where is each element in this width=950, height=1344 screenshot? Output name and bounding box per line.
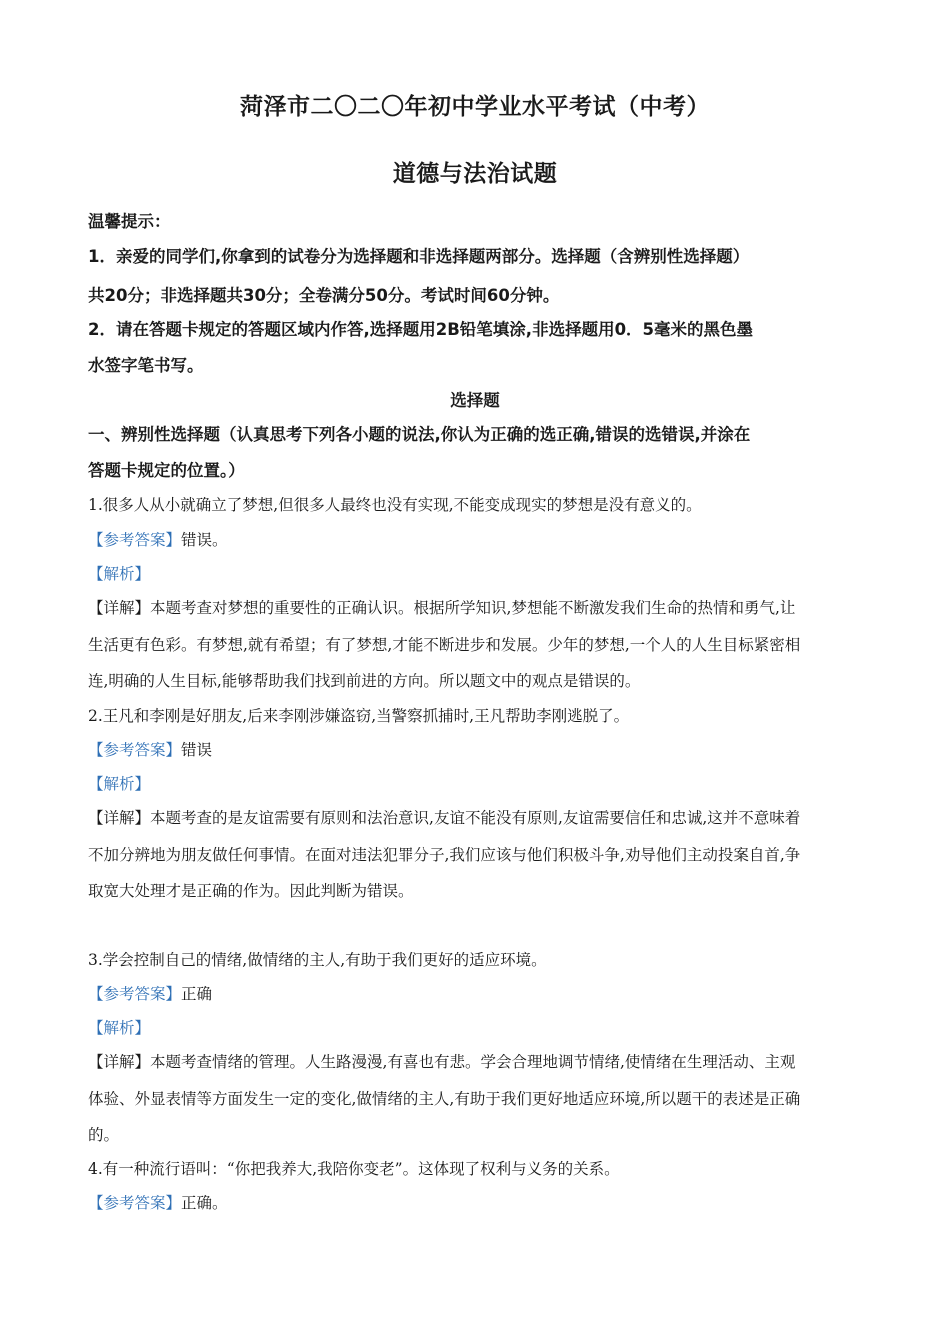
question-text: 4.有一种流行语叫：“你把我养大,我陪你变老”。这体现了权利与义务的关系。	[88, 1160, 620, 1178]
detail-line	[88, 806, 868, 828]
tip-line: 水签字笔书写。	[88, 356, 204, 375]
answer-value: 正确。	[181, 1194, 228, 1212]
detail-text: 本题考查对梦想的重要性的正确认识。根据所学知识,梦想能不断激发我们生命的热情和勇气,让	[150, 599, 796, 617]
answer-label: 【参考答案】	[88, 531, 182, 549]
detail-line: 的。	[88, 1126, 120, 1144]
page-subtitle: 道德与法治试题	[392, 161, 558, 187]
answer-label: 【参考答案】	[88, 1194, 182, 1212]
detail-line: 连,明确的人生目标,能够帮助我们找到前进的方向。所以题文中的观点是错误的。	[88, 672, 641, 690]
tip-line: 共20分；非选择题共30分；全卷满分50分。考试时间60分钟。	[88, 286, 560, 305]
answer-value: 正确	[181, 985, 213, 1003]
answer-row	[88, 738, 868, 760]
detail-line: 取宽大处理才是正确的作为。因此判断为错误。	[88, 882, 414, 900]
page-title: 菏泽市二〇二〇年初中学业水平考试（中考）	[240, 94, 710, 120]
question-text: 2.王凡和李刚是好朋友,后来李刚涉嫌盗窃,当警察抓捕时,王凡帮助李刚逃脱了。	[88, 707, 630, 725]
detail-line: 生活更有色彩。有梦想,就有希望；有了梦想,才能不断进步和发展。少年的梦想,一个人的人生目标紧密相	[88, 636, 801, 654]
detail-line	[88, 1050, 868, 1072]
analysis-label: 【解析】	[88, 1019, 151, 1037]
tips-heading: 温馨提示：	[88, 212, 171, 231]
detail-line: 体验、外显表情等方面发生一定的变化,做情绪的主人,有助于我们更好地适应环境,所以题干的表述是正确	[88, 1090, 801, 1108]
detail-label: 【详解】	[88, 809, 151, 827]
detail-label: 【详解】	[88, 599, 151, 617]
detail-line: 不加分辨地为朋友做任何事情。在面对违法犯罪分子,我们应该与他们积极斗争,劝导他们主动投案自首,争	[88, 846, 801, 864]
part-heading: 答题卡规定的位置。）	[88, 461, 245, 480]
analysis-label: 【解析】	[88, 565, 151, 583]
question-text: 1.很多人从小就确立了梦想,但很多人最终也没有实现,不能变成现实的梦想是没有意义的。	[88, 496, 702, 514]
tip-line: 1．亲爱的同学们,你拿到的试卷分为选择题和非选择题两部分。选择题（含辨别性选择题）	[88, 247, 750, 266]
answer-row	[88, 982, 868, 1004]
answer-value: 错误	[181, 741, 213, 759]
question-text: 3.学会控制自己的情绪,做情绪的主人,有助于我们更好的适应环境。	[88, 951, 547, 969]
answer-label: 【参考答案】	[88, 985, 182, 1003]
answer-value: 错误。	[181, 531, 228, 549]
detail-text: 本题考查情绪的管理。人生路漫漫,有喜也有悲。学会合理地调节情绪,使情绪在生理活动、主观	[150, 1053, 796, 1071]
analysis-label: 【解析】	[88, 775, 151, 793]
section-title: 选择题	[450, 391, 500, 410]
detail-line	[88, 596, 868, 618]
detail-label: 【详解】	[88, 1053, 151, 1071]
answer-row	[88, 528, 868, 550]
part-heading: 一、辨别性选择题（认真思考下列各小题的说法,你认为正确的选正确,错误的选错误,并涂在	[88, 425, 751, 444]
detail-text: 本题考查的是友谊需要有原则和法治意识,友谊不能没有原则,友谊需要信任和忠诚,这并不意味着	[150, 809, 801, 827]
answer-label: 【参考答案】	[88, 741, 182, 759]
tip-line: 2．请在答题卡规定的答题区域内作答,选择题用2B铅笔填涂,非选择题用0．5毫米的黑色墨	[88, 320, 754, 339]
answer-row	[88, 1191, 868, 1213]
